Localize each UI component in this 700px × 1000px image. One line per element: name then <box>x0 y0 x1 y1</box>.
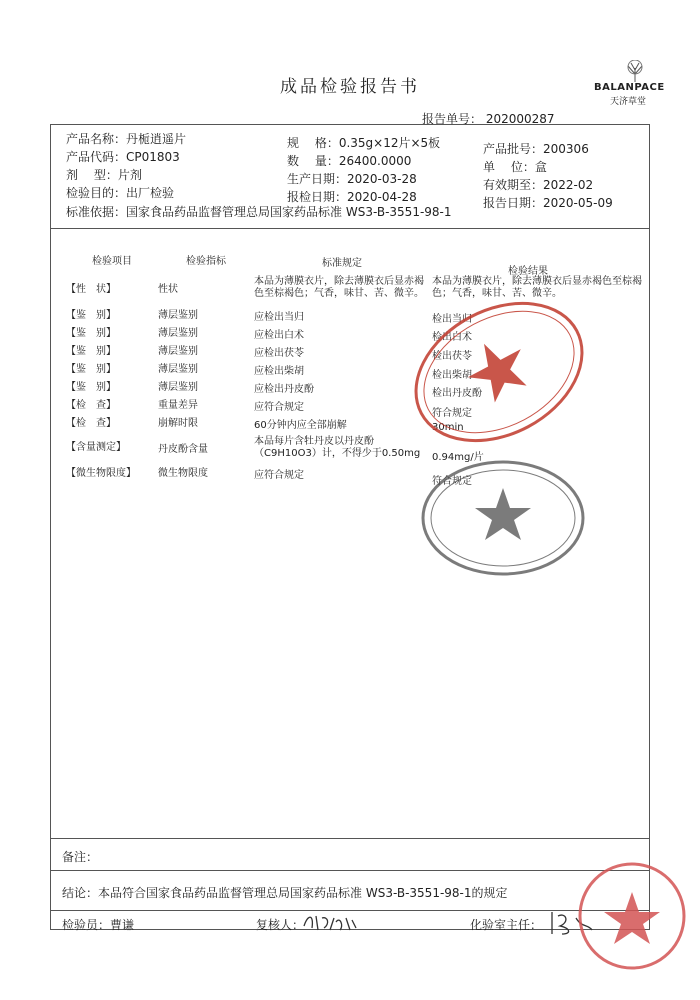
table-bottom-divider <box>50 838 650 839</box>
table-row-4-standard: 应检出柴胡 <box>254 366 304 377</box>
table-row-3-item: 【鉴 别】 <box>66 346 116 357</box>
table-row-9-standard: 应符合规定 <box>254 470 304 481</box>
issue-date-field <box>483 194 613 211</box>
table-row-7-item: 【检 查】 <box>66 418 116 429</box>
unit-label: 单 位： <box>483 160 535 174</box>
issue-date-label: 报告日期： <box>483 196 544 210</box>
spec-label: 规 格： <box>287 136 339 150</box>
table-row-4-result: 检出柴胡 <box>432 370 472 381</box>
production-date-field <box>287 170 417 187</box>
unit-value: 盒 <box>534 160 547 174</box>
table-row-6-item: 【检 查】 <box>66 400 116 411</box>
table-row-9-item: 【微生物限度】 <box>66 468 136 479</box>
table-row-0-item: 【性 状】 <box>66 284 116 295</box>
reviewer-label: 复核人： <box>256 918 305 932</box>
conclusion-label: 结论： <box>62 886 99 900</box>
logo-text-en: BALANPACE <box>594 82 665 93</box>
qc-seal-lower <box>418 458 588 578</box>
table-row-2-item: 【鉴 别】 <box>66 328 116 339</box>
table-row-8-result: 0.94mg/片 <box>432 452 484 463</box>
standard-field <box>66 203 452 220</box>
expiry-label: 有效期至： <box>483 178 544 192</box>
table-row-3-indicator: 薄层鉴别 <box>158 346 198 357</box>
table-row-1-result: 检出当归 <box>432 314 472 325</box>
table-row-8-item: 【含量测定】 <box>66 442 126 453</box>
dosage-form-value: 片剂 <box>117 168 142 182</box>
purpose-value: 出厂检验 <box>126 186 175 200</box>
dosage-form-field <box>66 166 142 183</box>
company-stamp <box>566 862 692 972</box>
col-header-standard: 标准规定 <box>322 258 362 269</box>
table-row-4-item: 【鉴 别】 <box>66 364 116 375</box>
inspector <box>62 916 134 933</box>
table-row-7-standard: 60分钟内应全部崩解 <box>254 420 347 431</box>
table-row-2-indicator: 薄层鉴别 <box>158 328 198 339</box>
report-number-value: 202000287 <box>485 112 555 126</box>
table-row-0-standard: 本品为薄膜衣片，除去薄膜衣后显赤褐色至棕褐色；气香，味甘、苦、微辛。 <box>254 276 424 299</box>
table-row-1-standard: 应检出当归 <box>254 312 304 323</box>
lab-director-label: 化验室主任： <box>470 918 543 932</box>
company-logo <box>592 60 682 106</box>
report-number-label: 报告单号： <box>422 112 483 126</box>
issue-date-value: 2020-05-09 <box>543 196 613 210</box>
table-row-6-result: 符合规定 <box>432 408 472 419</box>
batch-no-value: 200306 <box>543 142 589 156</box>
purpose-label: 检验目的： <box>66 186 127 200</box>
expiry-value: 2022-02 <box>543 178 594 192</box>
quantity-label: 数 量： <box>287 154 339 168</box>
table-row-6-indicator: 重量差异 <box>158 400 198 411</box>
product-name-label: 产品名称： <box>66 132 127 146</box>
quantity-value: 26400.0000 <box>338 154 412 168</box>
table-row-4-indicator: 薄层鉴别 <box>158 364 198 375</box>
table-row-1-indicator: 薄层鉴别 <box>158 310 198 321</box>
table-row-9-result: 符合规定 <box>432 476 472 487</box>
product-code-label: 产品代码： <box>66 150 127 164</box>
purpose-field <box>66 184 174 201</box>
col-header-result: 检验结果 <box>508 266 548 277</box>
product-name-value: 丹栀逍遥片 <box>126 132 187 146</box>
production-date-value: 2020-03-28 <box>347 172 417 186</box>
product-code-field <box>66 148 180 165</box>
report-date-value: 2020-04-28 <box>347 190 417 204</box>
table-row-3-result: 检出茯苓 <box>432 351 472 362</box>
report-date-field <box>287 188 417 205</box>
inspector-label: 检验员： <box>62 918 111 932</box>
conclusion <box>62 884 508 901</box>
expiry-field <box>483 176 593 193</box>
inspector-value: 曹谦 <box>110 918 135 932</box>
table-row-0-result: 本品为薄膜衣片，除去薄膜衣后显赤褐色至棕褐色；气香，味甘、苦、微辛。 <box>432 276 642 299</box>
table-row-7-indicator: 崩解时限 <box>158 418 198 429</box>
product-code-value: CP01803 <box>126 150 180 164</box>
unit-field <box>483 158 547 175</box>
table-row-6-standard: 应符合规定 <box>254 402 304 413</box>
remarks <box>62 848 98 865</box>
batch-no-field <box>483 140 589 157</box>
table-row-5-result: 检出丹皮酚 <box>432 388 482 399</box>
quantity-field <box>287 152 411 169</box>
reviewer-signature <box>300 910 366 934</box>
header-divider <box>50 228 650 229</box>
standard-label: 标准依据： <box>66 205 127 219</box>
lab-director <box>470 916 542 933</box>
conclusion-value: 本品符合国家食品药品监督管理总局国家药品标准 WS3-B-3551-98-1的规定 <box>98 886 508 900</box>
col-header-item: 检验项目 <box>92 256 132 267</box>
spec-value: 0.35g×12片×5板 <box>338 136 441 150</box>
page-title: 成品检验报告书 <box>280 77 420 97</box>
production-date-label: 生产日期： <box>287 172 348 186</box>
table-row-5-item: 【鉴 别】 <box>66 382 116 393</box>
table-row-3-standard: 应检出茯苓 <box>254 348 304 359</box>
product-name-field <box>66 130 186 147</box>
table-row-5-standard: 应检出丹皮酚 <box>254 384 314 395</box>
batch-no-label: 产品批号： <box>483 142 544 156</box>
table-row-7-result: 30min <box>432 422 464 433</box>
standard-value: 国家食品药品监督管理总局国家药品标准 WS3-B-3551-98-1 <box>126 205 452 219</box>
table-row-2-standard: 应检出白术 <box>254 330 304 341</box>
table-row-8-standard: 本品每片含牡丹皮以丹皮酚（C9H10O3）计，不得少于0.50mg <box>254 436 421 459</box>
report-date-label: 报检日期： <box>287 190 348 204</box>
table-row-9-indicator: 微生物限度 <box>158 468 208 479</box>
table-row-5-indicator: 薄层鉴别 <box>158 382 198 393</box>
remarks-label: 备注： <box>62 850 99 864</box>
table-row-8-indicator: 丹皮酚含量 <box>158 444 208 455</box>
remarks-divider <box>50 870 650 871</box>
reviewer <box>256 916 304 933</box>
qc-seal-upper <box>404 292 594 452</box>
table-row-0-indicator: 性状 <box>158 284 178 295</box>
table-row-2-result: 检出白术 <box>432 332 472 343</box>
logo-text-cn: 天济草堂 <box>610 97 647 107</box>
dosage-form-label: 剂 型： <box>66 168 118 182</box>
spec-field <box>287 134 440 151</box>
table-row-1-item: 【鉴 别】 <box>66 310 116 321</box>
col-header-indicator: 检验指标 <box>186 256 226 267</box>
